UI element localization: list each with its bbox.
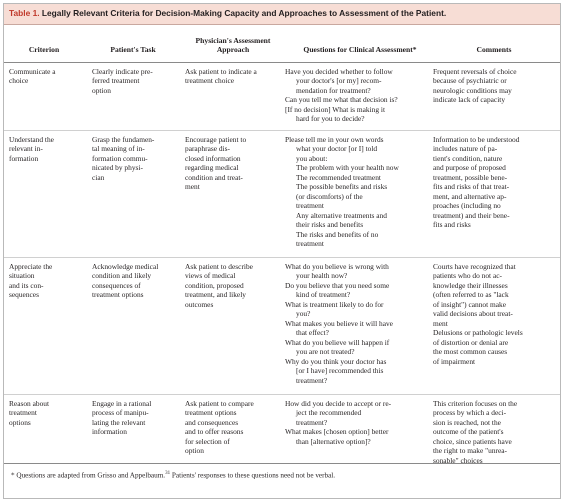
cell-text-line: ject the recommended [296, 408, 362, 418]
cell-text-line: Can you tell me what that decision is? [285, 95, 398, 105]
cell-text-line: that effect? [296, 328, 329, 338]
cell-text-line: Please tell me in your own words [285, 135, 384, 144]
cell-comments [433, 135, 519, 230]
cell-text-line: and purpose of proposed [433, 163, 506, 173]
footnote-reference: 31 [165, 471, 171, 476]
cell-patients-task [92, 67, 153, 95]
cell-text-line: (or discomforts) of the [296, 191, 363, 201]
cell-patients-task [92, 135, 154, 182]
cell-text-line: lating the relevant [92, 417, 146, 427]
table-row [4, 395, 560, 463]
cell-text-line: Delusions or pathologic levels [433, 328, 523, 338]
table-title: Legally Relevant Criteria for Decision-Making Capacity and Approaches to Assessment of the Patient. [41, 8, 447, 18]
cell-physicians-approach [185, 399, 254, 456]
cell-text-line: ferred treatment [92, 76, 140, 86]
cell-questions [285, 135, 399, 249]
cell-text-line: treatment [296, 239, 324, 249]
cell-text-line: The possible benefits and risks [296, 182, 388, 192]
cell-text-line: treatment choice [185, 76, 235, 86]
table-row [4, 131, 560, 258]
cell-text-line: closed information [185, 153, 241, 163]
cell-text-line: What is treatment likely to do for [285, 299, 384, 309]
cell-text-line: treatment [296, 201, 324, 211]
cell-text-line: sonable" choices [433, 455, 483, 465]
cell-text-line: relevant in- [9, 144, 43, 154]
footnote-lead: * Questions are adapted from Grisso and Appelbaum. [11, 471, 166, 480]
cell-text-line: Why do you think your doctor has [285, 356, 387, 366]
cell-patients-task [92, 262, 158, 300]
cell-text-line: Grasp the fundamen- [92, 135, 155, 144]
cell-text-line: What makes you believe it will have [285, 318, 393, 328]
cell-criterion [9, 399, 49, 427]
cell-text-line: you? [296, 309, 311, 319]
cell-text-line: your health now? [296, 271, 348, 281]
cell-text-line: Information to be understood [433, 135, 520, 144]
header-physicians-approach [184, 36, 282, 54]
cell-text-line: knowledge their illnesses [433, 280, 508, 290]
cell-text-line: formation [9, 153, 39, 163]
cell-text-line: Ask patient to compare [185, 399, 254, 408]
cell-text-line: and consequences [185, 417, 239, 427]
header-label-line: Criterion [28, 45, 60, 54]
cell-text-line: Do you believe that you need some [285, 280, 390, 290]
cell-text-line: treatment options [185, 408, 237, 418]
cell-text-line: ment [185, 182, 200, 192]
cell-text-line: choice [9, 76, 29, 86]
cell-text-line: treatment? [296, 417, 328, 427]
cell-text-line: How did you decide to accept or re- [285, 399, 392, 408]
cell-text-line: ment, and alternative ap- [433, 191, 507, 201]
cell-text-line: condition, proposed [185, 280, 244, 290]
table-footnote [11, 471, 335, 479]
header-label-line: Physician's Assessment [195, 36, 271, 45]
cell-text-line: paraphrase dis- [185, 144, 230, 154]
cell-text-line: proaches (including no [433, 201, 501, 211]
table-row [4, 63, 560, 131]
cell-text-line: The risks and benefits of no [296, 229, 379, 239]
cell-text-line: outcome of the patient's [433, 427, 504, 437]
cell-text-line: views of medical [185, 271, 236, 281]
cell-text-line: Engage in a rational [92, 399, 152, 408]
cell-text-line: condition and treat- [185, 172, 243, 182]
cell-text-line: includes nature of pa- [433, 144, 498, 154]
cell-text-line: What do you believe will happen if [285, 337, 390, 347]
cell-text-line: Have you decided whether to follow [285, 67, 393, 76]
cell-text-line: Any alternative treatments and [296, 210, 387, 220]
footnote-divider [4, 463, 560, 464]
cell-text-line: and its con- [9, 280, 44, 290]
cell-criterion [9, 135, 54, 163]
cell-text-line: indicate lack of capacity [433, 95, 506, 105]
cell-text-line: (often referred to as "lack [433, 290, 509, 300]
cell-comments [433, 262, 523, 366]
cell-text-line: information [92, 427, 127, 437]
cell-text-line: than [alternative option]? [296, 436, 371, 446]
header-label-line: Approach [216, 45, 250, 55]
cell-text-line: kind of treatment? [296, 290, 351, 300]
cell-text-line: What makes [chosen option] better [285, 427, 389, 437]
cell-text-line: option [185, 446, 204, 456]
footnote-tail: Patients' responses to these questions need not be verbal. [170, 471, 336, 480]
cell-text-line: Courts have recognized that [433, 262, 516, 271]
cell-questions [285, 399, 391, 446]
cell-text-line: for selection of [185, 436, 230, 446]
cell-text-line: Communicate a [9, 67, 56, 76]
cell-text-line: neurologic conditions may [433, 85, 512, 95]
table-row [4, 258, 560, 395]
cell-text-line: fits and risks of that treat- [433, 182, 510, 192]
table-header-row [4, 25, 560, 63]
cell-text-line: Ask patient to indicate a [185, 67, 257, 76]
cell-text-line: Encourage patient to [185, 135, 247, 144]
cell-comments [433, 67, 517, 105]
cell-criterion [9, 262, 52, 300]
cell-text-line: valid decisions about treat- [433, 309, 513, 319]
table-frame [3, 3, 561, 499]
cell-text-line: the right to make "unrea- [433, 446, 508, 456]
cell-text-line: regarding medical [185, 163, 239, 173]
header-patients-task [88, 45, 178, 54]
cell-text-line: process of manipu- [92, 408, 149, 418]
header-label-line: Patient's Task [110, 45, 156, 54]
cell-text-line: because of psychiatric or [433, 76, 507, 86]
cell-criterion [9, 67, 56, 86]
header-label-line: Questions for Clinical Assessment* [303, 45, 417, 54]
cell-text-line: sion is reached, not the [433, 417, 501, 427]
cell-text-line: Ask patient to describe [185, 262, 253, 271]
cell-text-line: Frequent reversals of choice [433, 67, 517, 76]
cell-text-line: you about: [296, 153, 328, 163]
cell-text-line: The recommended treatment [296, 172, 381, 182]
cell-text-line: consequences of [92, 280, 141, 290]
cell-text-line: tient's condition, nature [433, 153, 503, 163]
cell-text-line: hard for you to decide? [296, 114, 365, 124]
cell-text-line: This criterion focuses on the [433, 399, 518, 408]
cell-text-line: and to offer reasons [185, 427, 244, 437]
cell-text-line: choice, since patients have [433, 436, 512, 446]
cell-text-line: [If no decision] What is making it [285, 104, 386, 114]
cell-text-line: their risks and benefits [296, 220, 364, 230]
cell-patients-task [92, 399, 151, 437]
cell-physicians-approach [185, 262, 253, 309]
cell-text-line: of distortion or denial are [433, 337, 509, 347]
cell-text-line: treatment) and their bene- [433, 210, 510, 220]
cell-text-line: cian [92, 172, 105, 182]
header-label-line: Comments [476, 45, 512, 54]
cell-text-line: of insight") cannot make [433, 299, 507, 309]
cell-text-line: what your doctor [or I] told [296, 144, 378, 154]
cell-text-line: Understand the [9, 135, 54, 144]
cell-text-line: mendation for treatment? [296, 85, 371, 95]
cell-text-line: outcomes [185, 299, 214, 309]
cell-text-line: ment [433, 318, 448, 328]
header-criterion [8, 45, 80, 54]
cell-text-line: your doctor's [or my] recom- [296, 76, 382, 86]
cell-comments [433, 399, 517, 465]
cell-text-line: treatment options [92, 290, 144, 300]
cell-text-line: [or I have] recommended this [296, 366, 384, 376]
cell-text-line: situation [9, 271, 35, 281]
cell-questions [285, 67, 398, 124]
cell-text-line: treatment, possible bene- [433, 172, 508, 182]
cell-text-line: tal meaning of in- [92, 144, 145, 154]
cell-text-line: Clearly indicate pre- [92, 67, 153, 76]
cell-text-line: you are not treated? [296, 347, 355, 357]
cell-text-line: option [92, 85, 111, 95]
cell-text-line: treatment? [296, 375, 328, 385]
cell-questions [285, 262, 393, 385]
cell-text-line: sequences [9, 290, 39, 300]
table-title-bar [4, 4, 560, 25]
cell-text-line: fits and risks [433, 220, 471, 230]
cell-text-line: the most common causes [433, 347, 508, 357]
cell-text-line: condition and likely [92, 271, 152, 281]
cell-text-line: treatment [9, 408, 37, 418]
cell-text-line: process by which a deci- [433, 408, 507, 418]
cell-physicians-approach [185, 135, 246, 192]
cell-physicians-approach [185, 67, 257, 86]
cell-text-line: of impairment [433, 356, 476, 366]
cell-text-line: options [9, 417, 31, 427]
cell-text-line: treatment, and likely [185, 290, 246, 300]
cell-text-line: formation commu- [92, 153, 148, 163]
cell-text-line: Reason about [9, 399, 50, 408]
cell-text-line: patients who do not ac- [433, 271, 502, 281]
cell-text-line: nicated by physi- [92, 163, 143, 173]
header-comments [430, 45, 558, 54]
table-number: Table 1. [9, 8, 40, 18]
header-questions [286, 45, 434, 54]
cell-text-line: Appreciate the [9, 262, 53, 271]
cell-text-line: The problem with your health now [296, 163, 399, 173]
cell-text-line: Acknowledge medical [92, 262, 159, 271]
cell-text-line: What do you believe is wrong with [285, 262, 389, 271]
